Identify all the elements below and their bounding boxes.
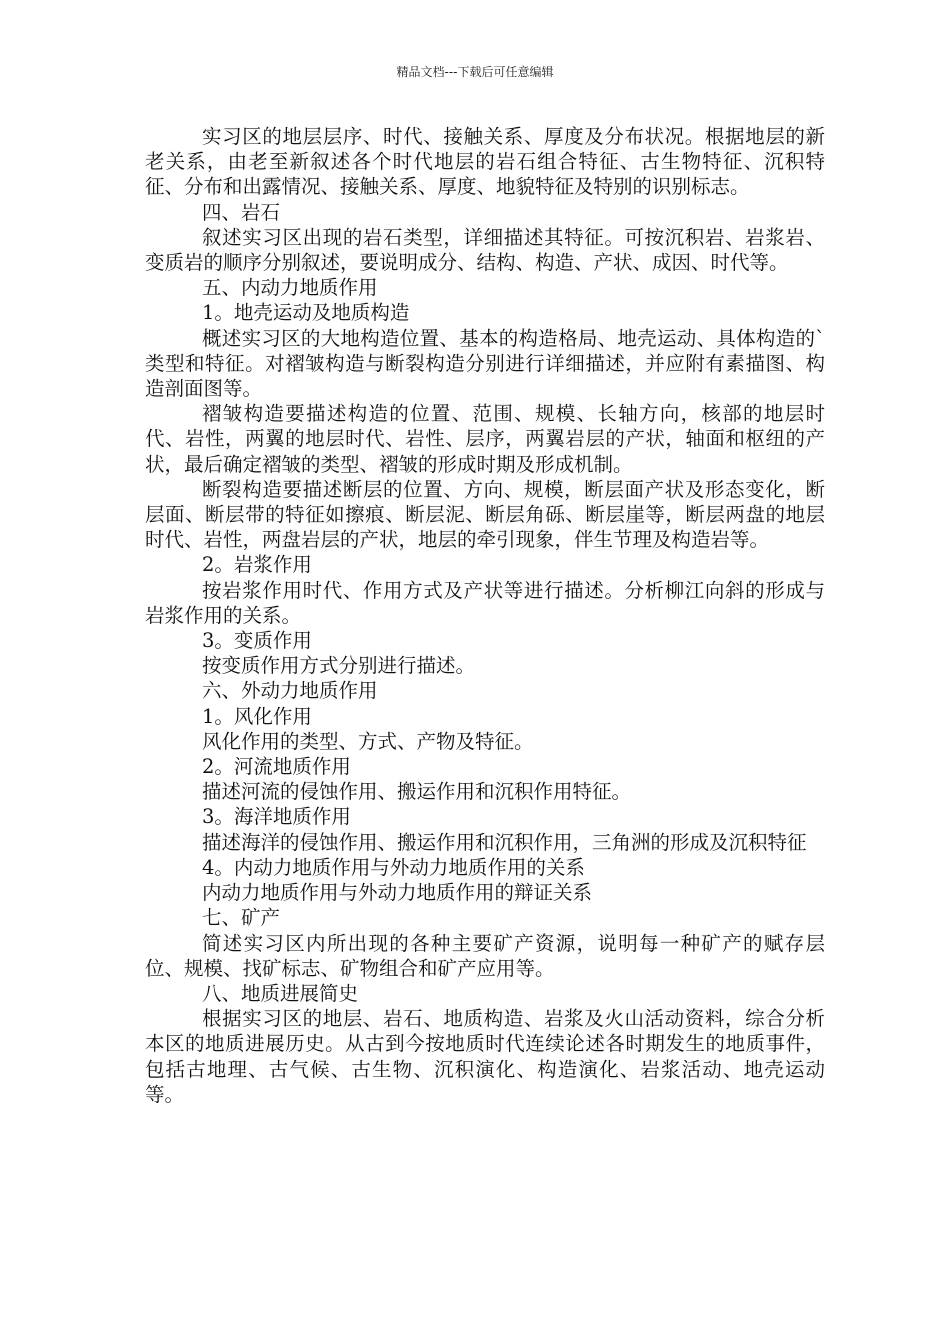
heading-minerals: 七、矿产 (202, 906, 281, 930)
paragraph-minerals: 简述实习区内所出现的各种主要矿产资源，说明每一种矿产的赋存层位、规模、找矿标志、矿物组合和矿产应用等。 (145, 931, 825, 980)
subheading-metamorphism: 3。变质作用 (202, 629, 312, 653)
paragraph-magmatism: 按岩浆作用时代、作用方式及产状等进行描述。分析柳江向斜的形成与岩浆作用的关系。 (145, 578, 825, 627)
subheading-weathering: 1。风化作用 (202, 704, 312, 728)
subheading-crust-movement: 1。地壳运动及地质构造 (202, 301, 410, 325)
paragraph-ocean: 描述海洋的侵蚀作用、搬运作用和沉积作用，三角洲的形成及沉积特征 (202, 830, 807, 854)
paragraph-folds: 褶皱构造要描述构造的位置、范围、规模、长轴方向，核部的地层时代、岩性，两翼的地层时代、岩性、层序，两翼岩层的产状，轴面和枢纽的产状，最后确定褶皱的类型、褶皱的形成时期及形成机制。 (145, 402, 825, 476)
heading-endogenic: 五、内动力地质作用 (202, 276, 378, 300)
paragraph-tectonics: 概述实习区的大地构造位置、基本的构造格局、地壳运动、具体构造的`类型和特征。对褶皱构造与断裂构造分别进行详细描述，并应附有素描图、构造剖面图等。 (145, 326, 825, 401)
subheading-ocean: 3。海洋地质作用 (202, 805, 351, 829)
paragraph-river: 描述河流的侵蚀作用、搬运作用和沉积作用特征。 (202, 780, 632, 804)
paragraph-strata: 实习区的地层层序、时代、接触关系、厚度及分布状况。根据地层的新老关系，由老至新叙述各个时代地层的岩石组合特征、古生物特征、沉积特征、分布和出露情况、接触关系、厚度、地貌特征及特别的识别标志。 (145, 125, 825, 199)
subheading-relationship: 4。内动力地质作用与外动力地质作用的关系 (202, 855, 585, 879)
paragraph-weathering: 风化作用的类型、方式、产物及特征。 (202, 729, 534, 753)
document-body (145, 124, 825, 1107)
subheading-river: 2。河流地质作用 (202, 755, 351, 779)
paragraph-metamorphism: 按变质作用方式分别进行描述。 (202, 654, 476, 678)
heading-exogenic: 六、外动力地质作用 (202, 679, 378, 703)
paragraph-rocks: 叙述实习区出现的岩石类型，详细描述其特征。可按沉积岩、岩浆岩、变质岩的顺序分别叙述，要说明成分、结构、构造、产状、成因、时代等。 (145, 225, 825, 275)
heading-rocks: 四、岩石 (202, 200, 281, 224)
paragraph-relationship: 内动力地质作用与外动力地质作用的辩证关系 (202, 881, 593, 905)
subheading-magmatism: 2。岩浆作用 (202, 553, 312, 577)
paragraph-history: 根据实习区的地层、岩石、地质构造、岩浆及火山活动资料，综合分析本区的地质进展历史。从古到今按地质时代连续论述各时期发生的地质事件，包括古地理、古气候、古生物、沉积演化、构造演化、岩浆活动、地壳运动等。 (145, 1007, 825, 1106)
heading-history: 八、地质进展简史 (202, 981, 359, 1005)
page-header: 精品文档---下载后可任意编辑 (396, 65, 554, 79)
paragraph-faults: 断裂构造要描述断层的位置、方向、规模，断层面产状及形态变化，断层面、断层带的特征如擦痕、断层泥、断层角砾、断层崖等，断层两盘的地层时代、岩性，两盘岩层的产状，地层的牵引现象，伴生节理及构造岩等。 (145, 477, 825, 552)
